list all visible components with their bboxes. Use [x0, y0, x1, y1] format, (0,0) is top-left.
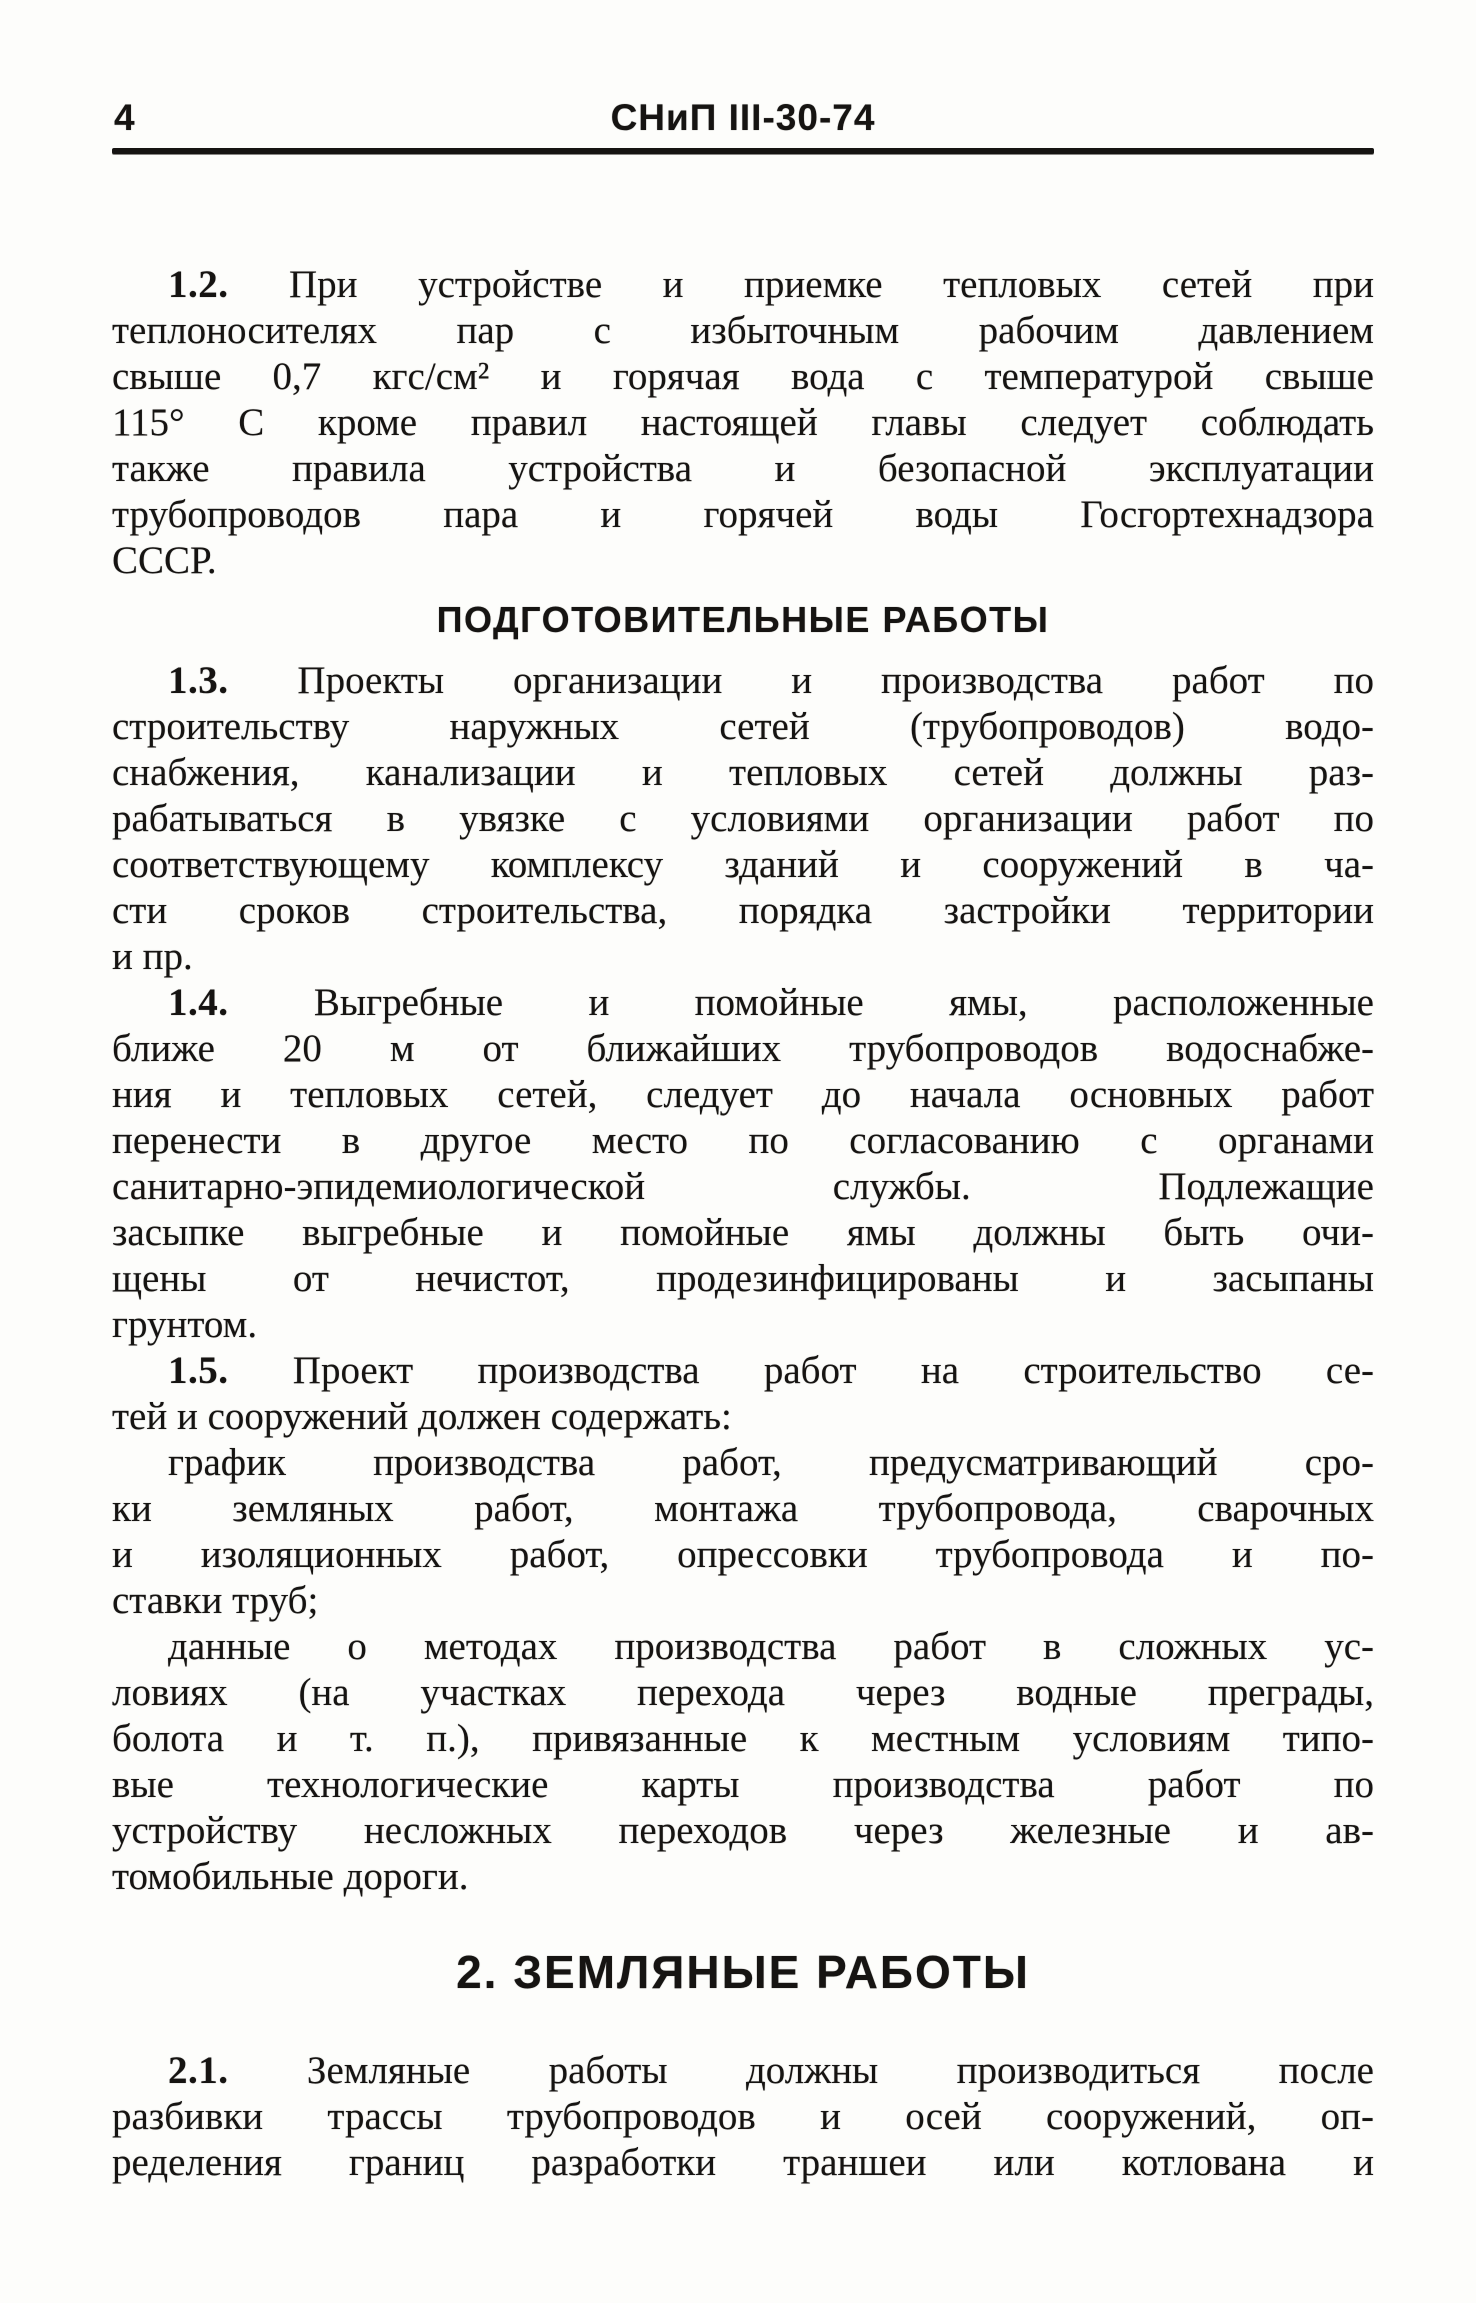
text-line: щены от нечистот, продезинфицированы и засыпаны	[112, 1257, 1374, 1300]
text-line: СССР.	[112, 539, 217, 582]
text-line: также правила устройства и безопасной эксплуатации	[112, 447, 1374, 490]
text-line: ставки труб;	[112, 1579, 319, 1622]
text-line: грунтом.	[112, 1303, 258, 1346]
text-line: 1.2. При устройстве и приемке тепловых сетей при	[168, 263, 1374, 306]
text-line: строительству наружных сетей (трубопроводов) водо-	[112, 705, 1374, 748]
clause-paragraph	[112, 262, 1374, 584]
text-line: сти сроков строительства, порядка застройки территории	[112, 889, 1374, 932]
text-line: засыпке выгребные и помойные ямы должны быть очи-	[112, 1211, 1374, 1254]
text-line: и изоляционных работ, опрессовки трубопровода и по-	[112, 1533, 1374, 1576]
clause-number: 1.4.	[168, 981, 229, 1024]
text-line: соответствующему комплексу зданий и сооружений в ча-	[112, 843, 1374, 886]
text-line: перенести в другое место по согласованию с органами	[112, 1119, 1374, 1162]
subsection-heading: ПОДГОТОВИТЕЛЬНЫЕ РАБОТЫ	[436, 599, 1050, 640]
clause-paragraph	[112, 1348, 1374, 1440]
text-line: график производства работ, предусматривающий сро-	[168, 1441, 1374, 1484]
text-line: разбивки трассы трубопроводов и осей сооружений, оп-	[112, 2095, 1374, 2138]
text-line: тей и сооружений должен содержать:	[112, 1395, 732, 1438]
header-title: СНиП III-30-74	[610, 97, 876, 138]
clause-paragraph	[112, 2048, 1374, 2186]
text-line: ределения границ разработки траншеи или котлована и	[112, 2141, 1374, 2184]
text-line: 1.5. Проект производства работ на строительство се-	[168, 1349, 1374, 1392]
text-column	[112, 96, 1374, 2186]
text-line: устройству несложных переходов через железные и ав-	[112, 1809, 1374, 1852]
clause-number: 2.1.	[168, 2049, 229, 2092]
text-line: ближе 20 м от ближайших трубопроводов водоснабже-	[112, 1027, 1374, 1070]
section-heading: 2. ЗЕМЛЯНЫЕ РАБОТЫ	[456, 1946, 1030, 1998]
text-line: вые технологические карты производства работ по	[112, 1763, 1374, 1806]
text-line: 115° С кроме правил настоящей главы следует соблюдать	[112, 401, 1374, 444]
clause-paragraph	[112, 658, 1374, 980]
text-line: свыше 0,7 кгс/см² и горячая вода с температурой свыше	[112, 355, 1374, 398]
text-line: томобильные дороги.	[112, 1855, 469, 1898]
text-line: рабатываться в увязке с условиями организации работ по	[112, 797, 1374, 840]
text-line: санитарно-эпидемиологической службы. Подлежащие	[112, 1165, 1374, 1208]
text-line: ловиях (на участках перехода через водные преграды,	[112, 1671, 1374, 1714]
clause-number: 1.5.	[168, 1349, 229, 1392]
text-line: ки земляных работ, монтажа трубопровода, сварочных	[112, 1487, 1374, 1530]
text-line: и пр.	[112, 935, 193, 978]
text-line: снабжения, канализации и тепловых сетей должны раз-	[112, 751, 1374, 794]
document-body	[112, 262, 1374, 2186]
text-line: трубопроводов пара и горячей воды Госгортехнадзора	[112, 493, 1374, 536]
page-number: 4	[114, 97, 136, 138]
header-rule	[112, 148, 1374, 154]
clause-paragraph	[112, 980, 1374, 1348]
sub-paragraph	[112, 1624, 1374, 1900]
text-line: данные о методах производства работ в сложных ус-	[168, 1625, 1374, 1668]
clause-number: 1.3.	[168, 659, 229, 702]
text-line: 1.3. Проекты организации и производства работ по	[168, 659, 1374, 702]
clause-number: 1.2.	[168, 263, 229, 306]
text-line: 1.4. Выгребные и помойные ямы, расположенные	[168, 981, 1374, 1024]
text-line: теплоносителях пар с избыточным рабочим давлением	[112, 309, 1374, 352]
running-head	[112, 96, 1374, 140]
text-line: ния и тепловых сетей, следует до начала основных работ	[112, 1073, 1374, 1116]
text-line: 2.1. Земляные работы должны производиться после	[168, 2049, 1374, 2092]
text-line: болота и т. п.), привязанные к местным условиям типо-	[112, 1717, 1374, 1760]
sub-paragraph	[112, 1440, 1374, 1624]
